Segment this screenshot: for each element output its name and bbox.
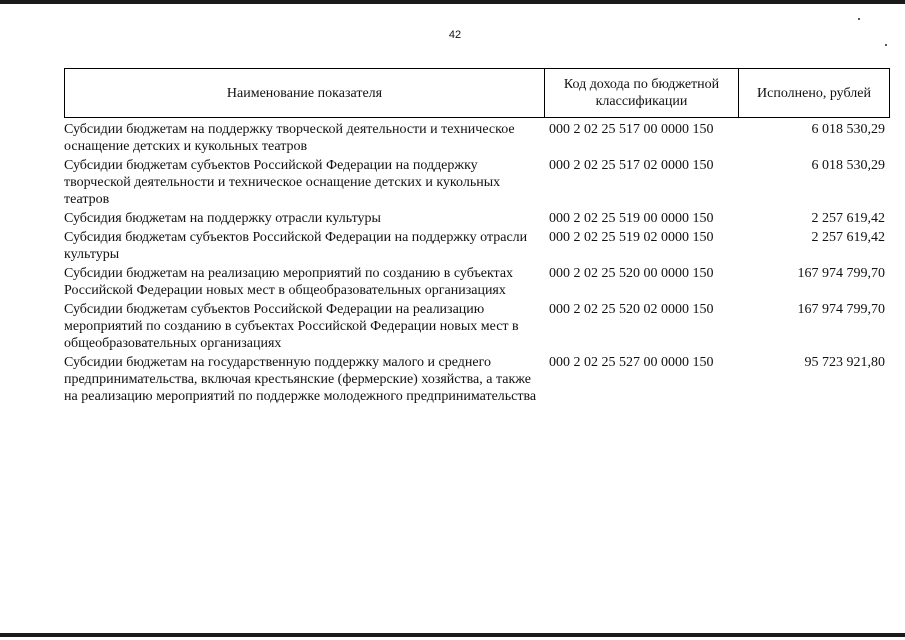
header-name: Наименование показателя [226,85,383,101]
row-amount: 95 723 921,80 [804,355,885,370]
scan-speck [858,18,860,20]
row-name: Субсидии бюджетам субъектов Российской Федерации на поддержку творческой деятельности и техническое оснащение детских и кукольных театров [64,158,501,207]
table-row [64,301,890,352]
table-row [64,265,890,299]
row-name: Субсидии бюджетам на поддержку творческой деятельности и техническое оснащение детских и кукольных театров [64,122,515,154]
table-row [64,157,890,208]
table-body [64,121,890,407]
row-amount: 167 974 799,70 [797,266,885,281]
header-amount: Исполнено, рублей [757,85,871,101]
row-code: 000 2 02 25 519 02 0000 150 [549,230,714,245]
header-code: Код дохода по бюджетной классификации [544,69,739,117]
table-row [64,229,890,263]
row-code: 000 2 02 25 519 00 0000 150 [549,211,714,226]
row-amount: 6 018 530,29 [811,122,885,137]
table-row [64,210,890,227]
row-code: 000 2 02 25 520 00 0000 150 [549,266,714,281]
row-code: 000 2 02 25 517 02 0000 150 [549,158,714,173]
row-amount: 6 018 530,29 [811,158,885,173]
table-row [64,354,890,405]
row-amount: 167 974 799,70 [797,302,885,317]
row-amount: 2 257 619,42 [811,211,885,226]
scan-speck [885,44,887,46]
row-name: Субсидии бюджетам на реализацию мероприятий по созданию в субъектах Российской Федерации новых мест в общеобразовательных организациях [64,266,514,298]
row-code: 000 2 02 25 517 00 0000 150 [549,122,714,137]
row-name: Субсидия бюджетам субъектов Российской Федерации на поддержку отрасли культуры [64,230,528,262]
table-header [64,68,890,118]
scan-top-border [0,0,905,4]
row-code: 000 2 02 25 520 02 0000 150 [549,302,714,317]
row-name: Субсидия бюджетам на поддержку отрасли культуры [64,211,381,226]
page-number: 42 [448,29,462,41]
row-code: 000 2 02 25 527 00 0000 150 [549,355,714,370]
scan-bottom-border [0,633,905,637]
row-amount: 2 257 619,42 [811,230,885,245]
row-name: Субсидии бюджетам на государственную поддержку малого и среднего предпринимательства, включая крестьянские (фермерские) хозяйства, а также на реализацию мероприятий по поддержке молодежного предпринимательства [64,355,537,404]
row-name: Субсидии бюджетам субъектов Российской Федерации на реализацию мероприятий по созданию в субъектах Российской Федерации новых мест в общеобразовательных организациях [64,302,519,351]
table-row [64,121,890,155]
